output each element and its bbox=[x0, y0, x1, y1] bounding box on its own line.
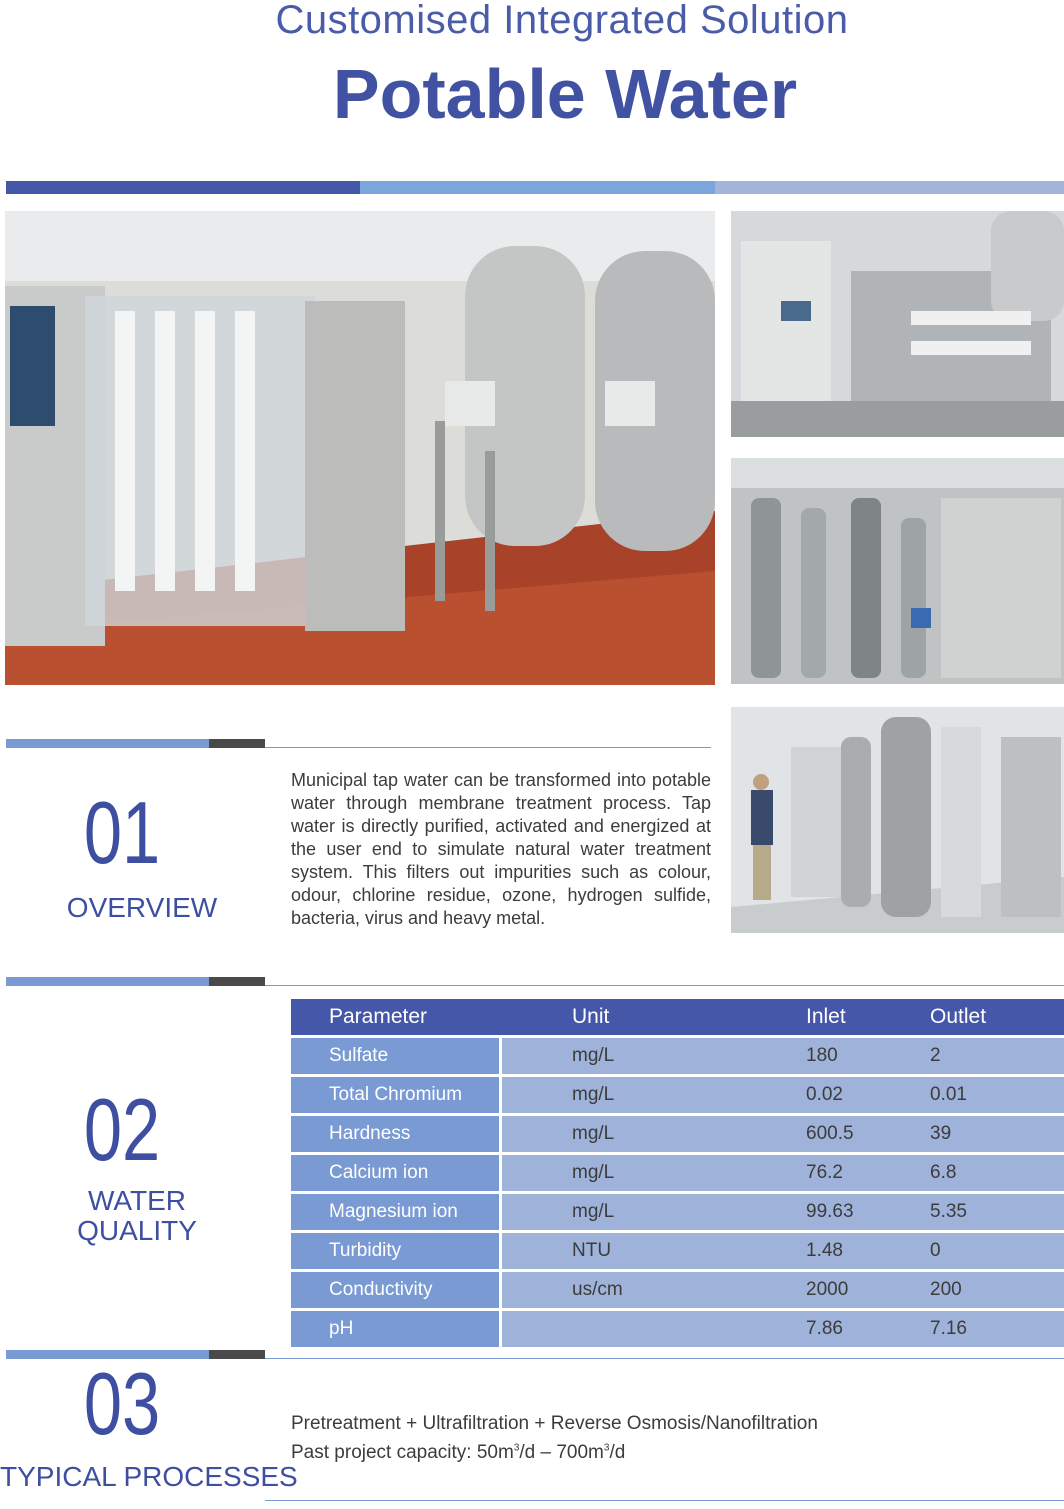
cell-outlet: 7.16 bbox=[930, 1311, 1064, 1347]
divider-2-mid bbox=[6, 977, 209, 986]
cell-inlet: 180 bbox=[750, 1038, 930, 1074]
processes-line1: Pretreatment + Ultrafiltration + Reverse Osmosis/Nanofiltration bbox=[291, 1413, 818, 1434]
cell-outlet: 39 bbox=[930, 1116, 1064, 1152]
header-unit: Unit bbox=[502, 999, 750, 1035]
divider-2-dark bbox=[209, 977, 265, 986]
capacity-sup2: 3 bbox=[603, 1442, 610, 1454]
cell-inlet: 99.63 bbox=[750, 1194, 930, 1230]
processes-label: TYPICAL PROCESSES bbox=[0, 1461, 298, 1492]
cell-inlet: 1.48 bbox=[750, 1233, 930, 1269]
cell-parameter: Calcium ion bbox=[291, 1155, 502, 1191]
divider-3-line bbox=[265, 1358, 1064, 1359]
header-bar-light bbox=[715, 181, 1064, 194]
table-row bbox=[291, 1233, 1064, 1269]
divider-1-dark bbox=[209, 739, 265, 748]
bottom-line bbox=[265, 1500, 1064, 1501]
cell-outlet: 0.01 bbox=[930, 1077, 1064, 1113]
divider-2-line bbox=[265, 985, 1064, 986]
table-row bbox=[291, 1077, 1064, 1113]
cell-parameter: Total Chromium bbox=[291, 1077, 502, 1113]
cell-parameter: Turbidity bbox=[291, 1233, 502, 1269]
divider-3-dark bbox=[209, 1350, 265, 1359]
capacity-mid: /d – 700m bbox=[519, 1442, 604, 1463]
cell-outlet: 6.8 bbox=[930, 1155, 1064, 1191]
water-quality-table bbox=[291, 996, 1064, 1350]
processes-number: 03 bbox=[83, 1354, 161, 1453]
table-row bbox=[291, 1155, 1064, 1191]
cell-unit: mg/L bbox=[502, 1194, 750, 1230]
header-bar-dark bbox=[6, 181, 360, 194]
cell-inlet: 2000 bbox=[750, 1272, 930, 1308]
cell-outlet: 5.35 bbox=[930, 1194, 1064, 1230]
overview-number: 01 bbox=[83, 783, 161, 882]
capacity-suffix: /d bbox=[609, 1442, 626, 1463]
cell-unit: mg/L bbox=[502, 1155, 750, 1191]
cell-parameter: Hardness bbox=[291, 1116, 502, 1152]
table-header-row bbox=[291, 999, 1064, 1035]
overview-text: Municipal tap water can be transformed into potable water through membrane treatment process. Tap water is directly purified, activated and energized at the user end to simulate natural water treatment system. This filters out impurities such as colour, odour, chlorine residue, ozone, hydrogen sulfide, bacteria, virus and heavy metal. bbox=[291, 770, 711, 928]
cell-unit: us/cm bbox=[502, 1272, 750, 1308]
control-panel-photo bbox=[731, 211, 1064, 437]
cell-unit bbox=[502, 1311, 750, 1347]
cell-inlet: 600.5 bbox=[750, 1116, 930, 1152]
divider-1-mid bbox=[6, 739, 209, 748]
cell-unit: mg/L bbox=[502, 1038, 750, 1074]
header-parameter: Parameter bbox=[291, 999, 502, 1035]
cell-parameter: Sulfate bbox=[291, 1038, 502, 1074]
header-inlet: Inlet bbox=[750, 999, 930, 1035]
divider-1-line bbox=[265, 747, 711, 748]
main-plant-photo bbox=[5, 211, 715, 685]
capacity-prefix: Past project capacity: 50m bbox=[291, 1442, 514, 1463]
capacity-sup1: 3 bbox=[513, 1442, 520, 1454]
water-quality-table-wrap bbox=[291, 996, 1064, 1350]
page-subtitle: Customised Integrated Solution bbox=[275, 0, 849, 42]
table-row bbox=[291, 1194, 1064, 1230]
table-row bbox=[291, 1038, 1064, 1074]
cell-inlet: 76.2 bbox=[750, 1155, 930, 1191]
cell-inlet: 0.02 bbox=[750, 1077, 930, 1113]
cell-outlet: 200 bbox=[930, 1272, 1064, 1308]
header-bar-mid bbox=[360, 181, 715, 194]
cell-parameter: Magnesium ion bbox=[291, 1194, 502, 1230]
processes-line2 bbox=[291, 1442, 625, 1464]
water-quality-label-line2: QUALITY bbox=[77, 1215, 197, 1246]
cell-inlet: 7.86 bbox=[750, 1311, 930, 1347]
cell-parameter: pH bbox=[291, 1311, 502, 1347]
pipework-photo bbox=[731, 458, 1064, 684]
water-quality-number: 02 bbox=[83, 1080, 161, 1179]
header-outlet: Outlet bbox=[930, 999, 1064, 1035]
cell-unit: mg/L bbox=[502, 1077, 750, 1113]
cell-unit: NTU bbox=[502, 1233, 750, 1269]
cell-unit: mg/L bbox=[502, 1116, 750, 1152]
cell-outlet: 0 bbox=[930, 1233, 1064, 1269]
tank-room-photo bbox=[731, 707, 1064, 933]
page-title: Potable Water bbox=[332, 55, 798, 133]
cell-parameter: Conductivity bbox=[291, 1272, 502, 1308]
overview-label: OVERVIEW bbox=[66, 892, 218, 923]
table-row bbox=[291, 1311, 1064, 1347]
cell-outlet: 2 bbox=[930, 1038, 1064, 1074]
water-quality-label-line1: WATER bbox=[88, 1185, 186, 1216]
table-row bbox=[291, 1272, 1064, 1308]
table-row bbox=[291, 1116, 1064, 1152]
